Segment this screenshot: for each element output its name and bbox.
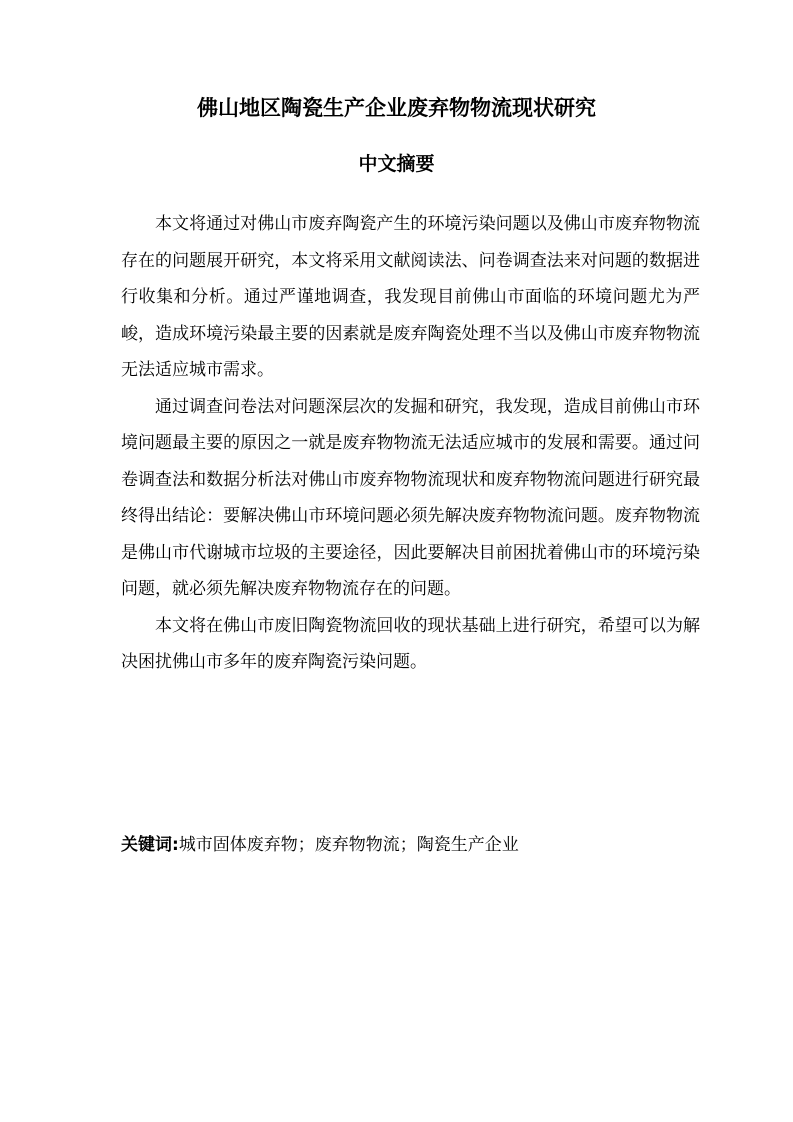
abstract-paragraph: 通过调查问卷法对问题深层次的发掘和研究，我发现，造成目前佛山市环境问题最主要的原因之一就是废弃物物流无法适应城市的发展和需要。通过问卷调查法和数据分析法对佛山市废弃物物流现状和废弃物物流问题进行研究最终得出结论：要解决佛山市环境问题必须先解决废弃物物流问题。废弃物物流是佛山市代谢城市垃圾的主要途径，因此要解决目前困扰着佛山市的环境污染问题，就必须先解决废弃物物流存在的问题。	[121, 396, 700, 599]
abstract-paragraph: 本文将通过对佛山市废弃陶瓷产生的环境污染问题以及佛山市废弃物物流存在的问题展开研究，本文将采用文献阅读法、问卷调查法来对问题的数据进行收集和分析。通过严谨地调查，我发现目前佛山市面临的环境问题尤为严峻，造成环境污染最主要的因素就是废弃陶瓷处理不当以及佛山市废弃物物流无法适应城市需求。	[121, 214, 700, 380]
abstract-body	[121, 206, 700, 681]
abstract-heading: 中文摘要	[358, 153, 435, 175]
keywords-label: 关键词:	[121, 835, 179, 855]
keywords-value: 城市固体废弃物；废弃物物流；陶瓷生产企业	[178, 835, 519, 855]
document-title: 佛山地区陶瓷生产企业废弃物物流现状研究	[197, 96, 596, 120]
keywords-line	[121, 830, 700, 860]
abstract-paragraph: 本文将在佛山市废旧陶瓷物流回收的现状基础上进行研究，希望可以为解决困扰佛山市多年的废弃陶瓷污染问题。	[121, 615, 700, 672]
